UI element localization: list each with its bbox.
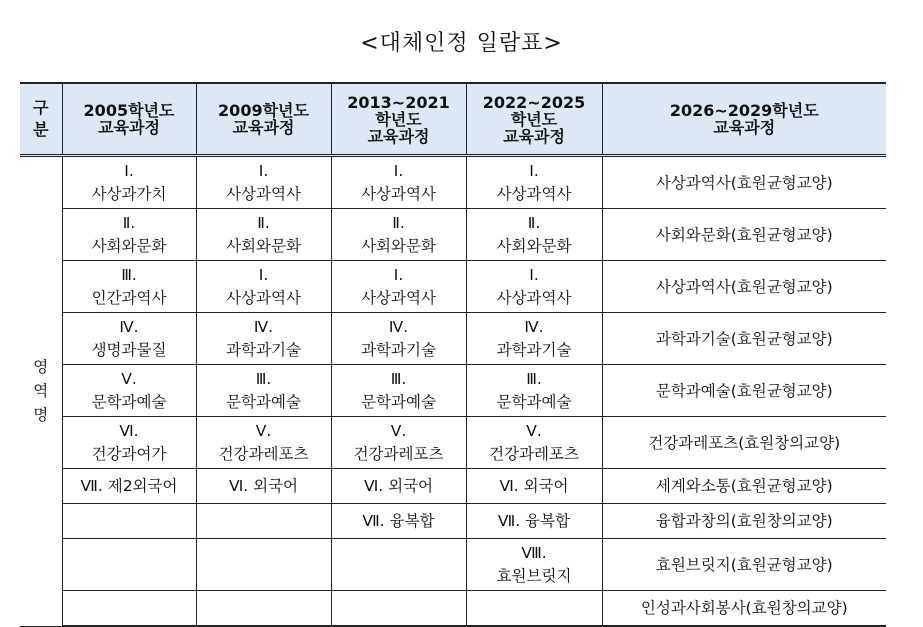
cell-2005: Ⅴ. 문학과예술 [62, 365, 196, 417]
header-2013: 2013~2021 학년도 교육과정 [331, 83, 466, 156]
cell-2013: Ⅵ. 외국어 [331, 469, 466, 504]
cell-2026: 문학과예술(효원균형교양) [602, 365, 886, 417]
header-row [20, 83, 886, 156]
cell-2005: Ⅰ. 사상과가치 [62, 156, 196, 209]
cell-2026: 인성과사회봉사(효원창의교양) [602, 591, 886, 627]
cell-2013: Ⅰ. 사상과역사 [331, 156, 466, 209]
cell-2009: Ⅱ. 사회와문화 [196, 209, 331, 261]
cell-2009: Ⅴ. 건강과레포츠 [196, 417, 331, 469]
cell-2005: Ⅶ. 제2외국어 [62, 469, 196, 504]
table-row [20, 261, 886, 313]
cell-2005 [62, 539, 196, 591]
cell-2026: 사상과역사(효원균형교양) [602, 156, 886, 209]
header-2009: 2009학년도 교육과정 [196, 83, 331, 156]
cell-2005: Ⅵ. 건강과여가 [62, 417, 196, 469]
cell-2009: Ⅰ. 사상과역사 [196, 156, 331, 209]
cell-2005 [62, 504, 196, 539]
table-body [20, 156, 886, 627]
area-label: 영 역 명 [20, 156, 62, 627]
cell-2026: 사상과역사(효원균형교양) [602, 261, 886, 313]
table-row [20, 417, 886, 469]
cell-2022: Ⅳ. 과학과기술 [466, 313, 602, 365]
cell-2022: Ⅲ. 문학과예술 [466, 365, 602, 417]
cell-2022 [466, 591, 602, 627]
header-division: 구 분 [20, 83, 62, 156]
table-row [20, 469, 886, 504]
cell-2022: Ⅰ. 사상과역사 [466, 156, 602, 209]
table-row [20, 313, 886, 365]
table-row [20, 209, 886, 261]
cell-2022: Ⅶ. 융복합 [466, 504, 602, 539]
cell-2013: Ⅲ. 문학과예술 [331, 365, 466, 417]
cell-2013: Ⅱ. 사회와문화 [331, 209, 466, 261]
table-row [20, 504, 886, 539]
cell-2009: Ⅲ. 문학과예술 [196, 365, 331, 417]
header-2022: 2022~2025 학년도 교육과정 [466, 83, 602, 156]
table-row [20, 156, 886, 209]
cell-2009: Ⅰ. 사상과역사 [196, 261, 331, 313]
cell-2022: Ⅱ. 사회와문화 [466, 209, 602, 261]
cell-2022: Ⅴ. 건강과레포츠 [466, 417, 602, 469]
cell-2013: Ⅳ. 과학과기술 [331, 313, 466, 365]
cell-2022: Ⅰ. 사상과역사 [466, 261, 602, 313]
cell-2013: Ⅶ. 융복합 [331, 504, 466, 539]
cell-2005 [62, 591, 196, 627]
table-row [20, 591, 886, 627]
cell-2013 [331, 591, 466, 627]
cell-2026: 사회와문화(효원균형교양) [602, 209, 886, 261]
table-row [20, 539, 886, 591]
substitution-table [20, 82, 886, 627]
cell-2026: 과학과기술(효원균형교양) [602, 313, 886, 365]
cell-2013: Ⅰ. 사상과역사 [331, 261, 466, 313]
header-2026: 2026~2029학년도 교육과정 [602, 83, 886, 156]
cell-2022: Ⅵ. 외국어 [466, 469, 602, 504]
cell-2026: 효원브릿지(효원균형교양) [602, 539, 886, 591]
cell-2009: Ⅳ. 과학과기술 [196, 313, 331, 365]
cell-2009: Ⅵ. 외국어 [196, 469, 331, 504]
table-row [20, 365, 886, 417]
cell-2026: 융합과창의(효원창의교양) [602, 504, 886, 539]
cell-2009 [196, 504, 331, 539]
cell-2005: Ⅱ. 사회와문화 [62, 209, 196, 261]
cell-2026: 건강과레포츠(효원창의교양) [602, 417, 886, 469]
header-2005: 2005학년도 교육과정 [62, 83, 196, 156]
cell-2026: 세계와소통(효원균형교양) [602, 469, 886, 504]
cell-2013 [331, 539, 466, 591]
cell-2022: Ⅷ. 효원브릿지 [466, 539, 602, 591]
document-title: <대체인정 일람표> [360, 31, 563, 56]
cell-2005: Ⅳ. 생명과물질 [62, 313, 196, 365]
cell-2009 [196, 539, 331, 591]
cell-2013: Ⅴ. 건강과레포츠 [331, 417, 466, 469]
cell-2009 [196, 591, 331, 627]
cell-2005: Ⅲ. 인간과역사 [62, 261, 196, 313]
